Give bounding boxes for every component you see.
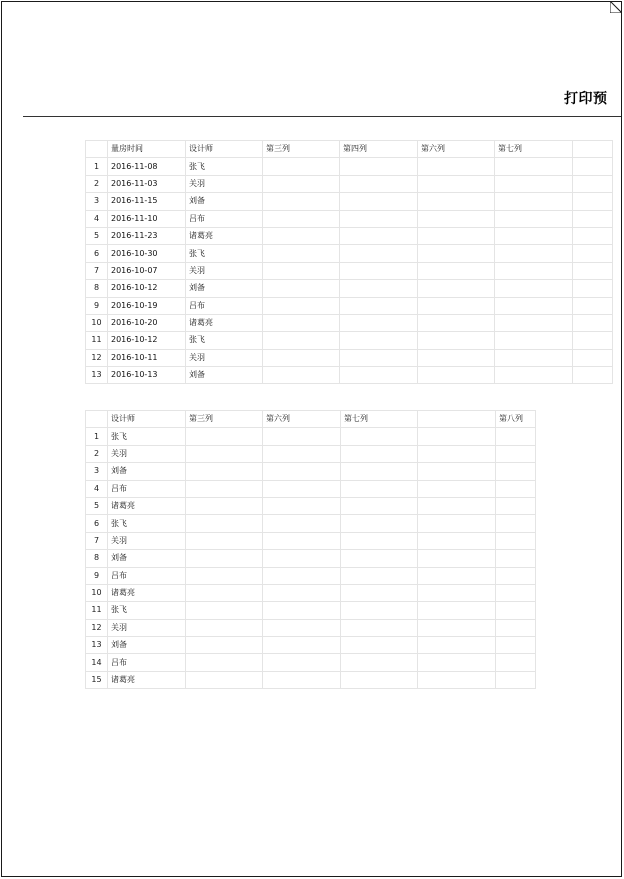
row-number: 4 [86,480,108,497]
designer-table [85,410,536,689]
date-cell: 2016-11-08 [108,158,186,175]
column-header [86,141,108,158]
empty-cell [418,445,496,462]
empty-cell [341,428,418,445]
designer-cell: 刘备 [186,280,263,297]
designer-cell: 张飞 [108,428,186,445]
date-cell: 2016-10-12 [108,280,186,297]
empty-cell [263,497,341,514]
empty-cell [418,567,496,584]
empty-cell [263,602,341,619]
empty-cell [186,619,263,636]
empty-cell [418,584,496,601]
row-number: 5 [86,497,108,514]
empty-cell [418,497,496,514]
column-header: 第七列 [341,411,418,428]
row-number: 1 [86,158,108,175]
table-row [86,314,613,331]
date-cell: 2016-10-30 [108,245,186,262]
designer-cell: 关羽 [108,445,186,462]
empty-cell [186,428,263,445]
column-header: 第七列 [495,141,573,158]
designer-cell: 关羽 [186,349,263,366]
empty-cell [340,262,418,279]
designer-cell: 张飞 [186,158,263,175]
empty-cell [263,297,340,314]
empty-cell [263,158,340,175]
empty-cell [340,367,418,384]
designer-cell: 吕布 [186,297,263,314]
empty-cell [340,297,418,314]
empty-cell [418,158,495,175]
empty-cell [340,280,418,297]
table-row [86,463,536,480]
row-number: 6 [86,515,108,532]
empty-cell [496,567,536,584]
designer-cell: 张飞 [186,245,263,262]
empty-cell [263,280,340,297]
schedule-table [85,140,613,384]
empty-cell [495,175,573,192]
empty-cell [263,480,341,497]
empty-cell [573,314,613,331]
column-header: 第六列 [263,411,341,428]
empty-cell [340,175,418,192]
table-row [86,193,613,210]
empty-cell [573,227,613,244]
empty-cell [495,210,573,227]
empty-cell [341,619,418,636]
designer-cell: 诸葛亮 [186,314,263,331]
empty-cell [496,550,536,567]
empty-cell [263,463,341,480]
empty-cell [418,245,495,262]
empty-cell [263,584,341,601]
empty-cell [263,349,340,366]
empty-cell [341,445,418,462]
empty-cell [186,637,263,654]
column-header: 第八列 [496,411,536,428]
empty-cell [418,637,496,654]
empty-cell [263,367,340,384]
table-row [86,480,536,497]
empty-cell [496,584,536,601]
empty-cell [418,262,495,279]
empty-cell [496,619,536,636]
table-row [86,584,536,601]
row-number: 9 [86,567,108,584]
table-row [86,349,613,366]
empty-cell [186,671,263,688]
empty-cell [263,550,341,567]
empty-cell [418,193,495,210]
table-row [86,619,536,636]
empty-cell [573,297,613,314]
table-row [86,297,613,314]
empty-cell [495,227,573,244]
document-title: 打印预 [564,91,608,107]
empty-cell [263,227,340,244]
row-number: 3 [86,193,108,210]
empty-cell [418,227,495,244]
empty-cell [340,332,418,349]
empty-cell [186,567,263,584]
empty-cell [263,262,340,279]
empty-cell [418,480,496,497]
designer-cell: 刘备 [186,367,263,384]
empty-cell [341,637,418,654]
row-number: 8 [86,280,108,297]
designer-cell: 诸葛亮 [186,227,263,244]
designer-cell: 诸葛亮 [108,497,186,514]
empty-cell [186,445,263,462]
empty-cell [495,349,573,366]
date-cell: 2016-11-10 [108,210,186,227]
designer-cell: 吕布 [108,654,186,671]
empty-cell [496,532,536,549]
row-number: 10 [86,584,108,601]
empty-cell [263,193,340,210]
date-cell: 2016-10-07 [108,262,186,279]
table-row [86,445,536,462]
row-number: 2 [86,175,108,192]
empty-cell [186,480,263,497]
table-row [86,158,613,175]
designer-cell: 张飞 [186,332,263,349]
row-number: 11 [86,602,108,619]
empty-cell [573,158,613,175]
row-number: 10 [86,314,108,331]
column-header: 第四列 [340,141,418,158]
empty-cell [418,428,496,445]
table-row [86,245,613,262]
empty-cell [418,314,495,331]
row-number: 7 [86,262,108,279]
empty-cell [340,227,418,244]
empty-cell [573,245,613,262]
empty-cell [186,463,263,480]
designer-cell: 诸葛亮 [108,671,186,688]
empty-cell [495,193,573,210]
row-number: 8 [86,550,108,567]
row-number: 2 [86,445,108,462]
empty-cell [263,428,341,445]
date-cell: 2016-11-23 [108,227,186,244]
empty-cell [340,193,418,210]
designer-cell: 刘备 [186,193,263,210]
empty-cell [341,671,418,688]
date-cell: 2016-10-12 [108,332,186,349]
empty-cell [263,245,340,262]
empty-cell [263,210,340,227]
empty-cell [496,497,536,514]
header-row [86,141,613,158]
empty-cell [340,314,418,331]
table-row [86,175,613,192]
empty-cell [573,193,613,210]
empty-cell [495,367,573,384]
designer-cell: 吕布 [108,480,186,497]
empty-cell [418,175,495,192]
designer-cell: 关羽 [108,532,186,549]
empty-cell [495,158,573,175]
designer-cell: 刘备 [108,550,186,567]
empty-cell [340,210,418,227]
table-row [86,654,536,671]
designer-cell: 刘备 [108,463,186,480]
empty-cell [186,550,263,567]
row-number: 7 [86,532,108,549]
empty-cell [263,637,341,654]
title-divider [23,116,622,117]
empty-cell [418,654,496,671]
empty-cell [341,654,418,671]
column-header: 第六列 [418,141,495,158]
print-preview-page [1,1,622,877]
empty-cell [496,428,536,445]
designer-cell: 吕布 [186,210,263,227]
column-header [86,411,108,428]
table-row [86,567,536,584]
designer-cell: 刘备 [108,637,186,654]
row-number: 6 [86,245,108,262]
empty-cell [186,654,263,671]
designer-cell: 诸葛亮 [108,584,186,601]
empty-cell [186,497,263,514]
empty-cell [418,332,495,349]
empty-cell [496,515,536,532]
designer-cell: 关羽 [108,619,186,636]
date-cell: 2016-10-13 [108,367,186,384]
designer-cell: 张飞 [108,602,186,619]
table-row [86,671,536,688]
empty-cell [573,262,613,279]
column-header: 第三列 [263,141,340,158]
row-number: 11 [86,332,108,349]
empty-cell [341,532,418,549]
date-cell: 2016-11-15 [108,193,186,210]
table-row [86,515,536,532]
column-header: 第三列 [186,411,263,428]
table-row [86,550,536,567]
empty-cell [496,463,536,480]
empty-cell [340,349,418,366]
empty-cell [263,332,340,349]
empty-cell [573,175,613,192]
table-row [86,637,536,654]
row-number: 1 [86,428,108,445]
date-cell: 2016-11-03 [108,175,186,192]
table-row [86,602,536,619]
row-number: 12 [86,349,108,366]
empty-cell [496,671,536,688]
empty-cell [496,654,536,671]
empty-cell [341,567,418,584]
empty-cell [341,480,418,497]
empty-cell [418,671,496,688]
empty-cell [341,550,418,567]
column-header: 量房时间 [108,141,186,158]
table-row [86,210,613,227]
empty-cell [573,210,613,227]
empty-cell [263,314,340,331]
empty-cell [341,515,418,532]
table-row [86,428,536,445]
empty-cell [418,349,495,366]
row-number: 3 [86,463,108,480]
empty-cell [186,584,263,601]
row-number: 5 [86,227,108,244]
table-row [86,280,613,297]
empty-cell [573,367,613,384]
empty-cell [573,280,613,297]
column-header: 设计师 [186,141,263,158]
page-fold-corner [610,1,622,13]
empty-cell [496,602,536,619]
empty-cell [573,332,613,349]
row-number: 13 [86,367,108,384]
schedule-table-body [86,141,613,384]
empty-cell [186,515,263,532]
designer-cell: 张飞 [108,515,186,532]
empty-cell [186,532,263,549]
empty-cell [263,515,341,532]
table-row [86,497,536,514]
designer-cell: 吕布 [108,567,186,584]
empty-cell [341,497,418,514]
empty-cell [418,463,496,480]
empty-cell [263,445,341,462]
empty-cell [263,532,341,549]
empty-cell [418,297,495,314]
row-number: 13 [86,637,108,654]
designer-cell: 关羽 [186,262,263,279]
table-row [86,227,613,244]
empty-cell [495,297,573,314]
table-row [86,262,613,279]
empty-cell [263,671,341,688]
empty-cell [495,245,573,262]
empty-cell [340,245,418,262]
row-number: 9 [86,297,108,314]
designer-table-body [86,411,536,689]
empty-cell [341,584,418,601]
table-row [86,532,536,549]
table-row [86,367,613,384]
empty-cell [418,602,496,619]
column-header [418,411,496,428]
empty-cell [263,567,341,584]
empty-cell [418,550,496,567]
empty-cell [341,602,418,619]
date-cell: 2016-10-20 [108,314,186,331]
empty-cell [340,158,418,175]
empty-cell [341,463,418,480]
row-number: 14 [86,654,108,671]
empty-cell [263,175,340,192]
empty-cell [186,602,263,619]
empty-cell [263,619,341,636]
empty-cell [495,314,573,331]
designer-cell: 关羽 [186,175,263,192]
empty-cell [495,262,573,279]
empty-cell [496,480,536,497]
empty-cell [496,445,536,462]
empty-cell [573,349,613,366]
row-number: 4 [86,210,108,227]
empty-cell [418,532,496,549]
empty-cell [418,210,495,227]
date-cell: 2016-10-11 [108,349,186,366]
empty-cell [418,280,495,297]
date-cell: 2016-10-19 [108,297,186,314]
empty-cell [496,637,536,654]
empty-cell [418,367,495,384]
empty-cell [495,332,573,349]
empty-cell [418,515,496,532]
empty-cell [495,280,573,297]
empty-cell [418,619,496,636]
row-number: 15 [86,671,108,688]
row-number: 12 [86,619,108,636]
column-header [573,141,613,158]
header-row [86,411,536,428]
empty-cell [263,654,341,671]
table-row [86,332,613,349]
column-header: 设计师 [108,411,186,428]
